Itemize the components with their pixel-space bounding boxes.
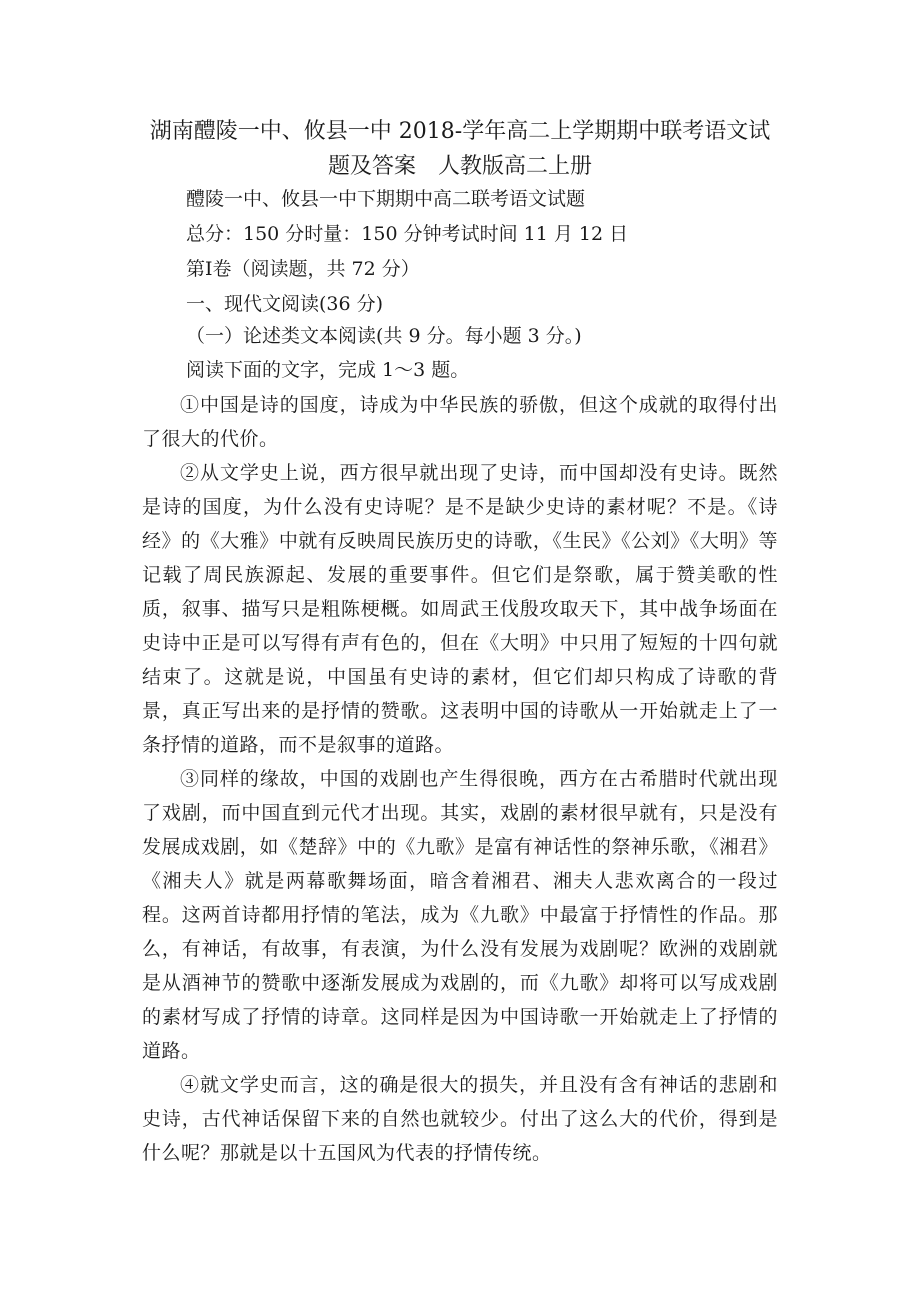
section-heading: 一、现代文阅读(36 分): [186, 293, 384, 315]
paragraph-1: ①中国是诗的国度，诗成为中华民族的骄傲，但这个成就的取得付出了很大的代价。: [142, 394, 778, 450]
paragraph-3: ③同样的缘故，中国的戏剧也产生得很晚，西方在古希腊时代就出现了戏剧，而中国直到元代才出现。其实，戏剧的素材很早就有，只是没有发展成戏剧，如《楚辞》中的《九歌》是富有神话性的祭神乐歌，《湘君》《湘夫人》就是两幕歌舞场面，暗含着湘君、湘夫人悲欢离合的一段过程。这两首诗都用抒情的笔法，成为《九歌》中最富于抒情性的作品。那么，有神话，有故事，有表演，为什么没有发展为戏剧呢？欧洲的戏剧就是从酒神节的赞歌中逐渐发展成为戏剧的，而《九歌》却将可以写成戏剧的素材写成了抒情的诗章。这同样是因为中国诗歌一开始就走上了抒情的道路。: [142, 768, 778, 1062]
paragraph-4: ④就文学史而言，这的确是很大的损失，并且没有含有神话的悲剧和史诗，古代神话保留下来的自然也就较少。付出了这么大的代价，得到是什么呢？那就是以十五国风为代表的抒情传统。: [142, 1074, 778, 1164]
subsection-heading: （一）论述类文本阅读(共 9 分。每小题 3 分。): [186, 325, 582, 347]
document-title-line-1: 湖南醴陵一中、攸县一中 2018-学年高二上学期期中联考语文试: [149, 119, 771, 144]
paragraph-2: ②从文学史上说，西方很早就出现了史诗，而中国却没有史诗。既然是诗的国度，为什么没有史诗呢？是不是缺少史诗的素材呢？不是。《诗经》的《大雅》中就有反映周民族历史的诗歌，《生民》《公刘》《大明》等记载了周民族源起、发展的重要事件。但它们是祭歌，属于赞美歌的性质，叙事、描写只是粗陈梗概。如周武王伐殷攻取天下，其中战争场面在史诗中正是可以写得有声有色的，但在《大明》中只用了短短的十四句就结束了。这就是说，中国虽有史诗的素材，但它们却只构成了诗歌的背景，真正写出来的是抒情的赞歌。这表明中国的诗歌从一开始就走上了一条抒情的道路，而不是叙事的道路。: [142, 462, 778, 756]
reading-instruction: 阅读下面的文字，完成 1～3 题。: [186, 359, 470, 381]
exam-subtitle: 醴陵一中、攸县一中下期期中高二联考语文试题: [186, 188, 586, 210]
exam-info: 总分：150 分时量：150 分钟考试时间 11 月 12 日: [186, 223, 629, 245]
document-title-line-2: 题及答案 人教版高二上册: [327, 154, 592, 179]
volume-heading: 第Ⅰ卷（阅读题，共 72 分）: [186, 258, 420, 280]
